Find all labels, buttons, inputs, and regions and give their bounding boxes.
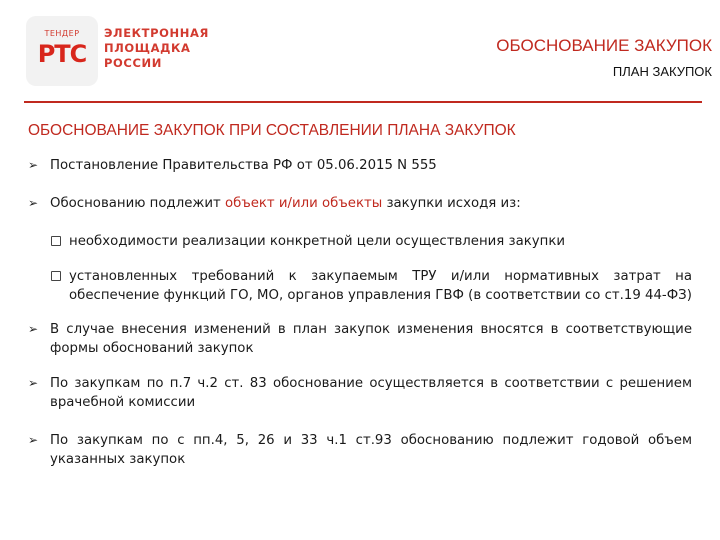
slide-title: ОБОСНОВАНИЕ ЗАКУПОК ПРИ СОСТАВЛЕНИИ ПЛАНА ЗАКУПОК	[28, 122, 516, 139]
arrow-bullet-icon: ➢	[28, 433, 39, 447]
bullet-text: По закупкам по с пп.4, 5, 26 и 33 ч.1 ст.93 обоснованию подлежит годовой объем указанных закупок	[50, 433, 692, 467]
logo-rts-text: РТС	[37, 40, 87, 68]
bullet-text: Постановление Правительства РФ от 05.06.2015 N 555	[50, 158, 437, 173]
sub-list-item	[50, 267, 692, 305]
logo-wordmark	[104, 26, 214, 71]
checkbox-bullet-icon	[51, 271, 61, 281]
bullet-text: В случае внесения изменений в план закупок изменения вносятся в соответствующие формы обоснований закупок	[50, 322, 692, 356]
logo-line: ПЛОЩАДКА	[104, 41, 191, 55]
list-item	[28, 156, 692, 175]
header-subtitle: ПЛАН ЗАКУПОК	[612, 64, 712, 79]
list-item	[28, 194, 692, 213]
bullet-text-post: закупки исходя из:	[382, 196, 521, 211]
sub-list-item	[50, 232, 692, 251]
sub-bullet-text: установленных требований к закупаемым ТРУ и/или нормативных затрат на обеспечение функций ГО, МО, органов управления ГВФ (в соответствии со ст.19 44-ФЗ)	[69, 269, 692, 303]
arrow-bullet-icon: ➢	[28, 376, 39, 390]
bullet-text: По закупкам по п.7 ч.2 ст. 83 обоснование осуществляется в соответствии с решением врачебной комиссии	[50, 376, 692, 410]
header-title: ОБОСНОВАНИЕ ЗАКУПОК	[496, 36, 712, 55]
bullet-text-highlight: объект и/или объекты	[224, 196, 383, 211]
logo-line: ЭЛЕКТРОННАЯ	[104, 26, 209, 40]
logo-small-text: ТЕНДЕР	[44, 29, 80, 38]
arrow-bullet-icon: ➢	[28, 158, 39, 172]
sub-bullet-text: необходимости реализации конкретной цели осуществления закупки	[69, 234, 566, 249]
bullet-list	[28, 156, 692, 469]
logo-badge	[26, 16, 98, 86]
bullet-text-pre: Обоснованию подлежит	[50, 196, 225, 211]
logo-line: РОССИИ	[104, 56, 162, 70]
checkbox-bullet-icon	[51, 236, 61, 246]
header-divider	[24, 101, 702, 103]
list-item	[28, 374, 692, 412]
arrow-bullet-icon: ➢	[28, 322, 39, 336]
list-item	[28, 320, 692, 358]
arrow-bullet-icon: ➢	[28, 196, 39, 210]
list-item	[28, 431, 692, 469]
